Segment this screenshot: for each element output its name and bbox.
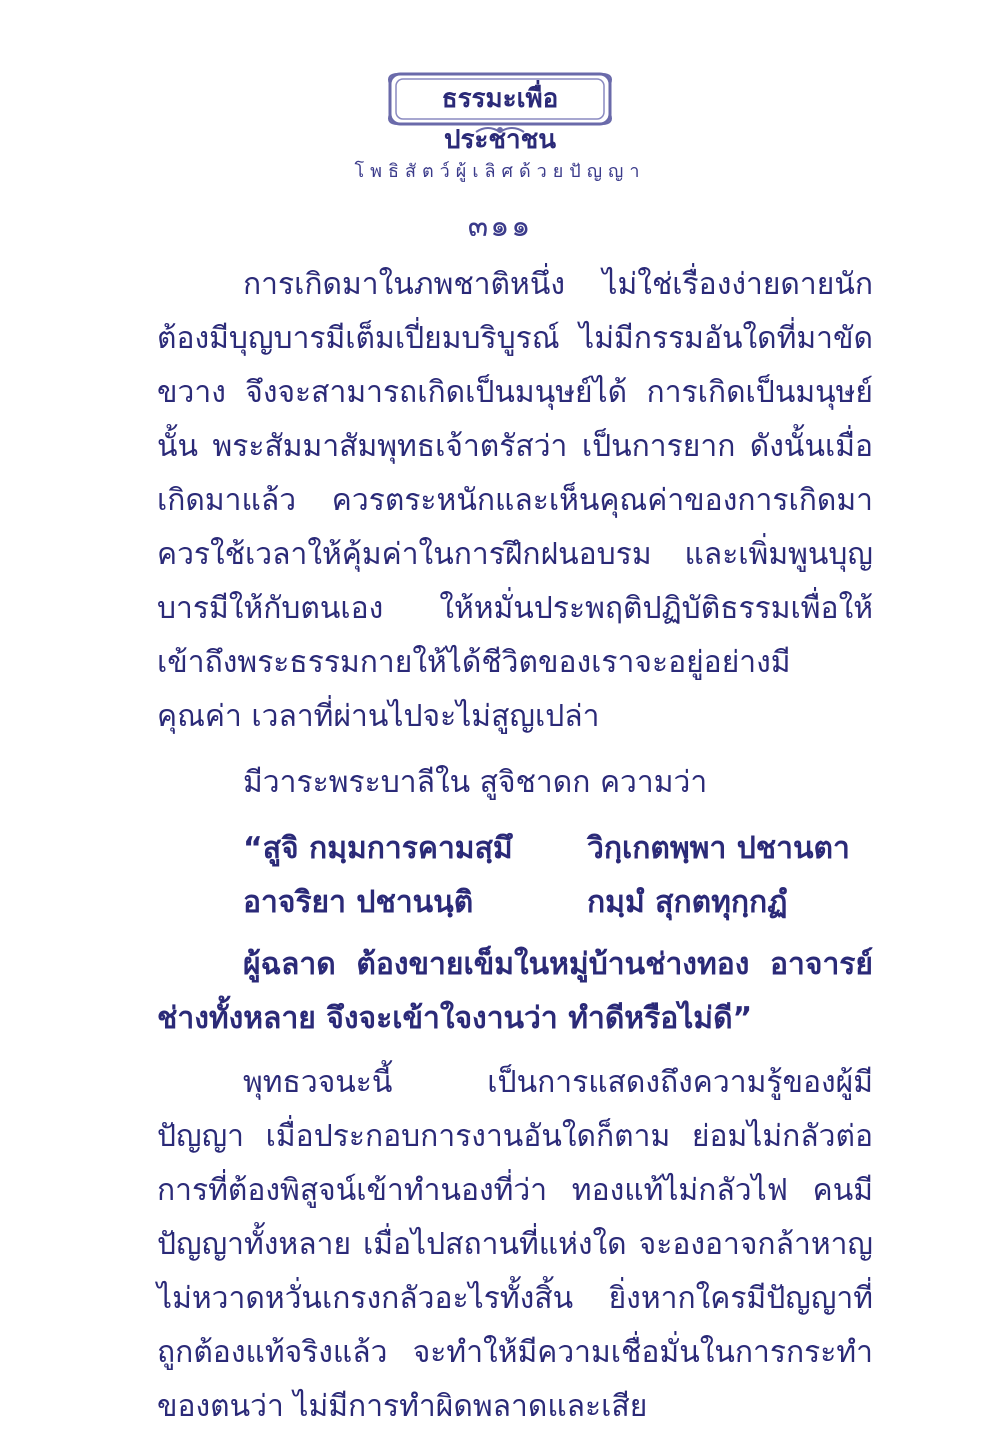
series-logo bbox=[386, 70, 614, 155]
paragraph-1-text: การเกิดมาในภพชาติหนึ่ง ไม่ใช่เรื่องง่ายดายนัก ต้องมีบุญบารมีเต็มเปี่ยมบริบูรณ์ ไม่มีกรรมอันใดที่มาขัดขวาง จึงจะสามารถเกิดเป็นมนุษย์ได้ การเกิดเป็นมนุษย์นั้น พระสัมมาสัมพุทธเจ้าตรัสว่า เป็นการยาก ดังนั้นเมื่อเกิดมาแล้ว ควรตระหนักและเห็นคุณค่าของการเกิดมา ควรใช้เวลาให้คุ้มค่าในการฝึกฝนอบรม และเพิ่มพูนบุญบารมีให้กับตนเอง ให้หมั่นประพฤติปฏิบัติธรรมเพื่อให้เข้าถึงพระธรรมกายให้ได้ชีวิตของเราจะอยู่อย่างมีคุณค่า เวลาที่ผ่านไปจะไม่สูญเปล่า bbox=[157, 267, 873, 734]
pali-verse bbox=[157, 822, 873, 930]
pali-intro: มีวาระพระบาลีใน สูจิชาดก ความว่า bbox=[243, 765, 708, 800]
book-subtitle: โพธิสัตว์ผู้เลิศด้วยปัญญา bbox=[354, 161, 646, 182]
page-header bbox=[0, 70, 1000, 250]
verse-line bbox=[157, 822, 873, 876]
paragraph-2-text: พุทธวจนะนี้ เป็นการแสดงถึงความรู้ของผู้มีปัญญา เมื่อประกอบการงานอันใดก็ตาม ย่อมไม่กลัวต่อการที่ต้องพิสูจน์เข้าทำนองที่ว่า ทองแท้ไม่กลัวไฟ คนมีปัญญาทั้งหลาย เมื่อไปสถานที่แห่งใด จะองอาจกล้าหาญ ไม่หวาดหวั่นเกรงกลัวอะไรทั้งสิ้น ยิ่งหากใครมีปัญญาที่ถูกต้องแท้จริงแล้ว จะทำให้มีความเชื่อมั่นในการกระทำของตนว่า ไม่มีการทำผิดพลาดและเสีย bbox=[157, 1065, 873, 1424]
verse-line-2-left: อาจริยา ปชานนฺติ bbox=[243, 885, 474, 920]
verse-translation-text: ผู้ฉลาด ต้องขายเข็มในหมู่บ้านช่างทอง อาจารย์ช่างทั้งหลาย จึงจะเข้าใจงานว่า ทำดีหรือไม่ดี” bbox=[157, 947, 873, 1036]
verse-line-2-right: กมฺมํ สุกตทุกฺกฏํ bbox=[587, 885, 788, 920]
verse-line-1-right: วิกฺเกตพฺพา ปชานตา bbox=[587, 831, 850, 866]
paragraph-2 bbox=[157, 1056, 873, 1434]
logo-text: ธรรมะเพื่อประชาชน bbox=[441, 84, 559, 155]
verse-line bbox=[157, 876, 873, 930]
page-content bbox=[157, 258, 873, 1434]
verse-translation bbox=[157, 938, 873, 1046]
page-number: ๓๑๑ bbox=[467, 209, 533, 244]
paragraph-1 bbox=[157, 258, 873, 744]
verse-line-1-left: “สูจิ กมฺมการคามสฺมึ bbox=[243, 831, 513, 866]
